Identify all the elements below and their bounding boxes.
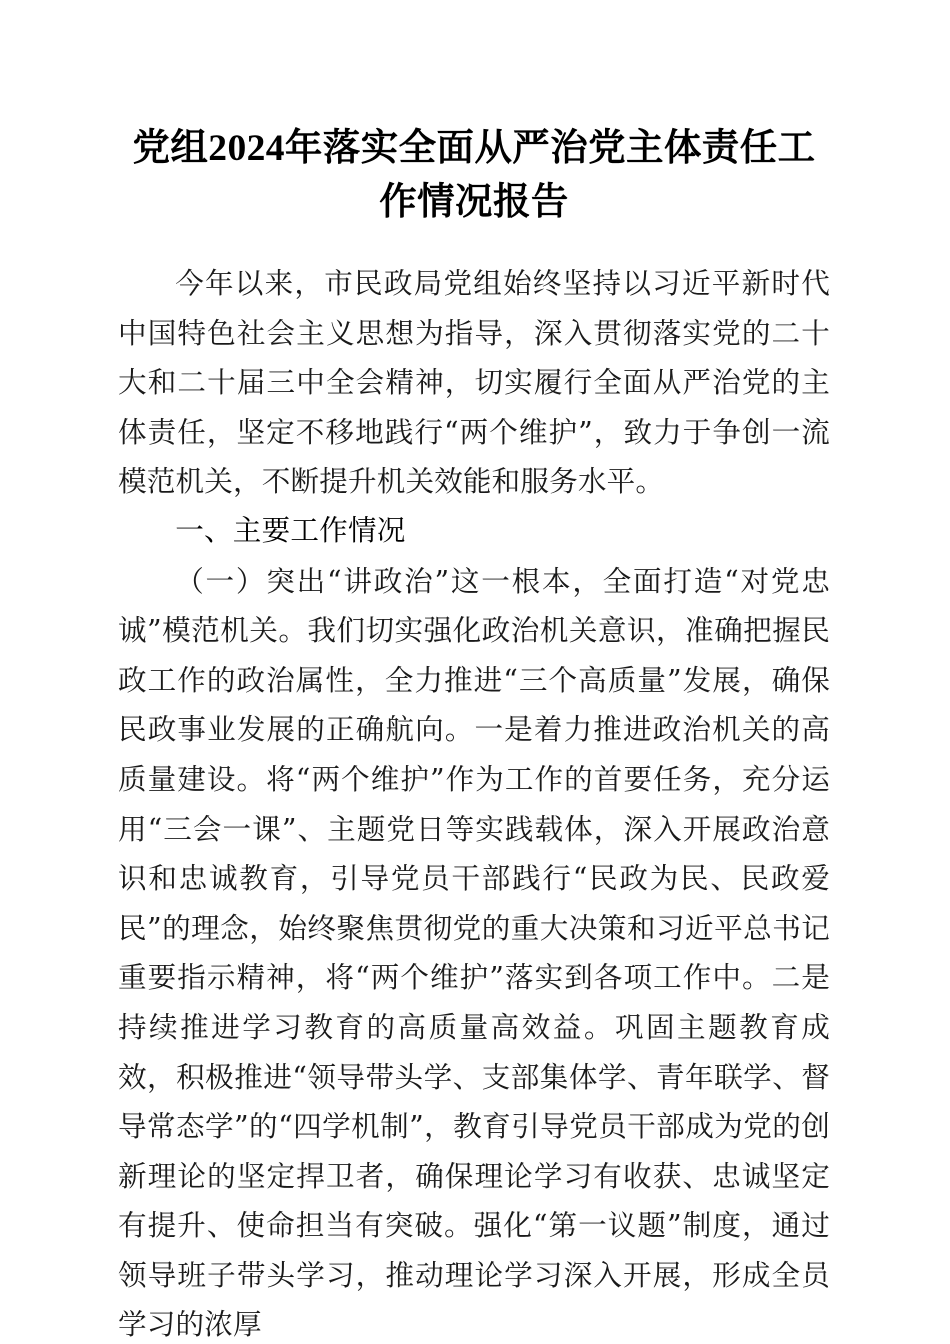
section-heading-main-work: 一、主要工作情况 [175, 514, 406, 547]
paragraph-opening: 今年以来，市民政局党组始终坚持以习近平新时代中国特色社会主义思想为指导，深入贯彻落实党的二十大和二十届三中全会精神，切实履行全面从严治党的主体责任，坚定不移地践行“两个维护”，致力于争创一流模范机关，不断提升机关效能和服务水平。 [118, 266, 830, 499]
paragraph-subsection-one: （一）突出“讲政治”这一根本，全面打造“对党忠诚”模范机关。我们切实强化政治机关意识，准确把握民政工作的政治属性，全力推进“三个高质量”发展，确保民政事业发展的正确航向。一是着力推进政治机关的高质量建设。将“两个维护”作为工作的首要任务，充分运用“三会一课”、主题党日等实践载体，深入开展政治意识和忠诚教育，引导党员干部践行“民政为民、民政爱民”的理念，始终聚焦贯彻党的重大决策和习近平总书记重要指示精神，将“两个维护”落实到各项工作中。二是持续推进学习教育的高质量高效益。巩固主题教育成效，积极推进“领导带头学、支部集体学、青年联学、督导常态学”的“四学机制”，教育引导党员干部成为党的创新理论的坚定捍卫者，确保理论学习有收获、忠诚坚定有提升、使命担当有突破。强化“第一议题”制度，通过领导班子带头学习，推动理论学习深入开展，形成全员学习的浓厚 [118, 563, 830, 1342]
document-content [118, 0, 830, 1344]
page-title: 党组2024年落实全面从严治党主体责任工作情况报告 [132, 128, 816, 223]
